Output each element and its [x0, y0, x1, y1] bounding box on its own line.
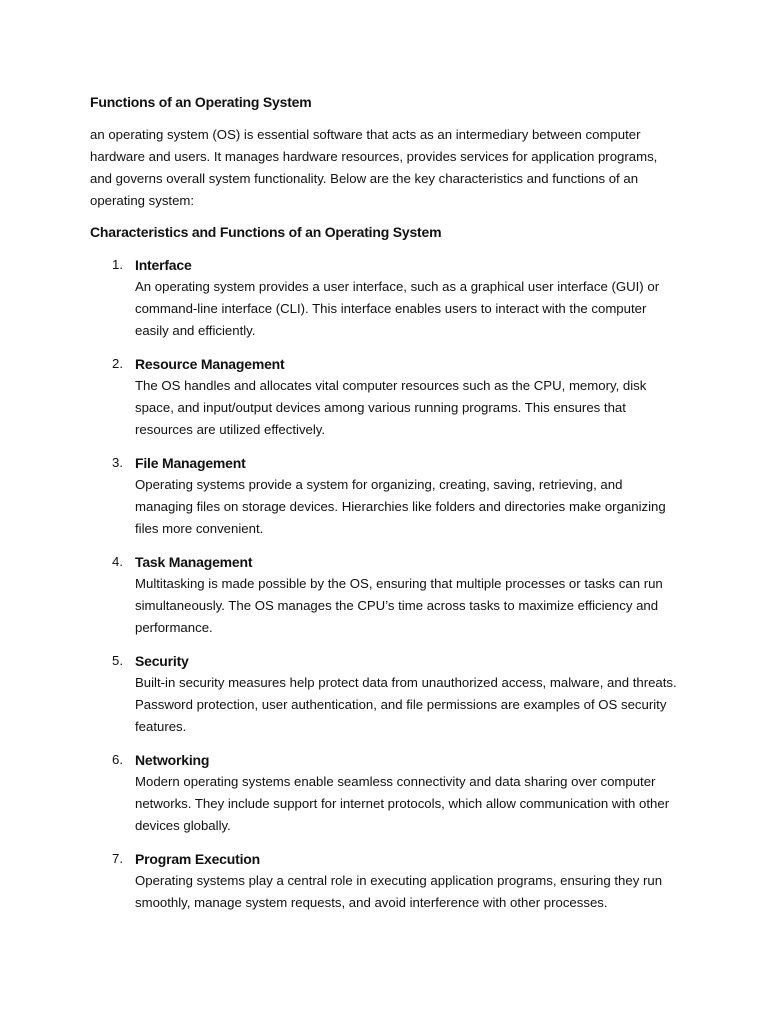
- list-item-file-management: [90, 452, 680, 540]
- list-item-heading: Task Management: [135, 554, 253, 570]
- list-item-number: 5.: [112, 653, 123, 668]
- list-item-heading: Program Execution: [135, 851, 260, 867]
- list-item-resource-management: [90, 353, 680, 441]
- document-content: [90, 92, 680, 925]
- list-item-heading: File Management: [135, 455, 246, 471]
- list-item-task-management: [90, 551, 680, 639]
- document-title: Functions of an Operating System: [90, 94, 312, 110]
- list-item-number: 2.: [112, 356, 123, 371]
- section-heading: Characteristics and Functions of an Operating System: [90, 224, 442, 240]
- list-item-body: Modern operating systems enable seamless connectivity and data sharing over computer networks. They include support for internet protocols, which allow communication with other devices globally.: [135, 774, 670, 833]
- list-item-heading: Security: [135, 653, 189, 669]
- list-item-heading: Resource Management: [135, 356, 285, 372]
- list-item-body: Built-in security measures help protect data from unauthorized access, malware, and threats. Password protection, user authentication, and file permissions are examples of OS security features.: [135, 675, 677, 734]
- list-item-heading: Interface: [135, 257, 192, 273]
- list-item-number: 1.: [112, 257, 123, 272]
- list-item-number: 4.: [112, 554, 123, 569]
- list-item-number: 6.: [112, 752, 123, 767]
- list-item-number: 3.: [112, 455, 123, 470]
- list-item-body: Operating systems provide a system for organizing, creating, saving, retrieving, and managing files on storage devices. Hierarchies like folders and directories make organizing files more convenient.: [135, 477, 666, 536]
- list-item-number: 7.: [112, 851, 123, 866]
- list-item-heading: Networking: [135, 752, 210, 768]
- list-item-body: Operating systems play a central role in executing application programs, ensuring they run smoothly, manage system requests, and avoid interference with other processes.: [135, 873, 663, 910]
- intro-paragraph: an operating system (OS) is essential software that acts as an intermediary between computer hardware and users. It manages hardware resources, provides services for application programs, and governs overall system functionality. Below are the key characteristics and functions of an operating system:: [90, 127, 658, 208]
- list-item-interface: [90, 254, 680, 342]
- list-item-program-execution: [90, 848, 680, 914]
- list-item-body: An operating system provides a user interface, such as a graphical user interface (GUI) or command-line interface (CLI). This interface enables users to interact with the computer easily and efficiently.: [135, 279, 660, 338]
- functions-list: [90, 254, 680, 914]
- list-item-security: [90, 650, 680, 738]
- list-item-body: The OS handles and allocates vital computer resources such as the CPU, memory, disk space, and input/output devices among various running programs. This ensures that resources are utilized effectively.: [135, 378, 647, 437]
- list-item-body: Multitasking is made possible by the OS, ensuring that multiple processes or tasks can run simultaneously. The OS manages the CPU’s time across tasks to maximize efficiency and performance.: [135, 576, 663, 635]
- list-item-networking: [90, 749, 680, 837]
